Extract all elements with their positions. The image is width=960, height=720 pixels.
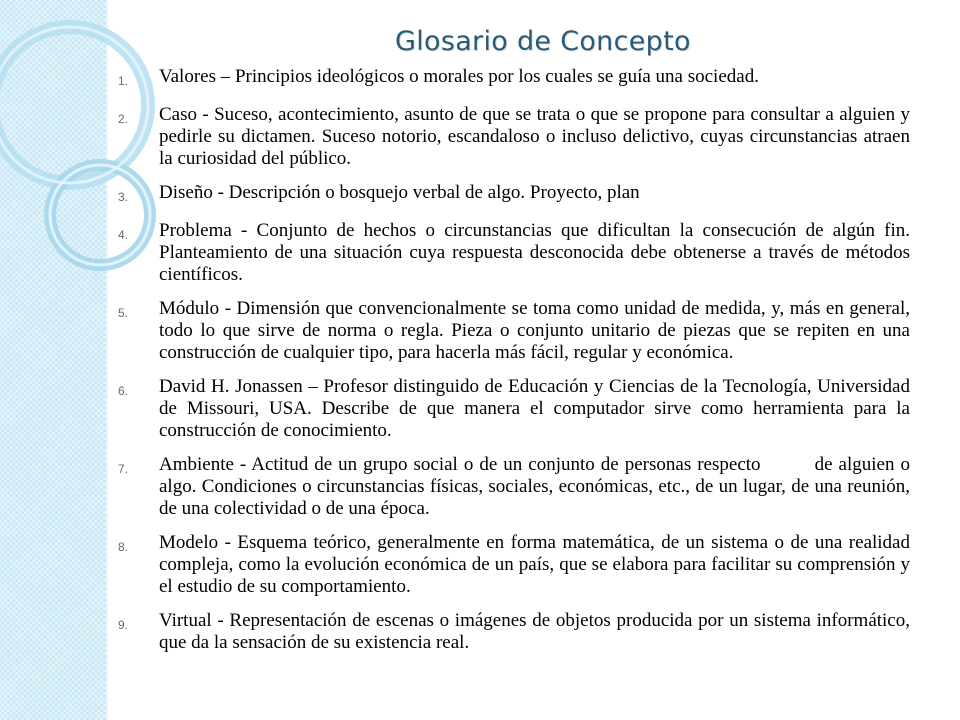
glossary-item — [118, 298, 910, 364]
item-text: Valores – Principios ideológicos o morales por los cuales se guía una sociedad. — [159, 66, 759, 87]
item-text: David H. Jonassen – Profesor distinguido de Educación y Ciencias de la Tecnología, Universidad de Missouri, USA. Describe de que manera el computador sirve como herramienta para la construcción de conocimiento. — [159, 376, 910, 441]
item-text: Caso - Suceso, acontecimiento, asunto de que se trata o que se propone para consultar a alguien y pedirle su dictamen. Suceso notorio, escandaloso o incluso delictivo, cuyas circunstancias atraen la curiosidad del público. — [159, 104, 910, 169]
item-number: 1. — [118, 74, 129, 88]
item-number: 5. — [118, 306, 129, 320]
glossary-item — [118, 610, 910, 654]
glossary-item — [118, 220, 910, 286]
glossary-item — [118, 532, 910, 598]
item-text: Módulo - Dimensión que convencionalmente se toma como unidad de medida, y, más en general, todo lo que sirve de norma o regla. Pieza o conjunto unitario de piezas que se repiten en una construcción de cualquier tipo, para hacerla más fácil, regular y económica. — [159, 298, 910, 363]
slide-title: Glosario de Concepto — [395, 26, 691, 57]
item-number: 2. — [118, 112, 129, 126]
item-text: Virtual - Representación de escenas o imágenes de objetos producida por un sistema informático, que da la sensación de su existencia real. — [159, 610, 910, 653]
glossary-item — [118, 104, 910, 170]
item-number: 3. — [118, 190, 129, 204]
item-number: 9. — [118, 618, 129, 632]
item-number: 8. — [118, 540, 129, 554]
glossary-item — [118, 376, 910, 442]
glossary-list — [118, 66, 915, 666]
item-number: 4. — [118, 228, 129, 242]
glossary-item — [118, 182, 910, 208]
item-text: Modelo - Esquema teórico, generalmente en forma matemática, de un sistema o de una realidad compleja, como la evolución económica de un país, que se elabora para facilitar su comprensión y el estudio de su comportamiento. — [159, 532, 910, 597]
item-text: Ambiente - Actitud de un grupo social o de un conjunto de personas respecto de alguien o algo. Condiciones o circunstancias físicas, sociales, económicas, etc., de un lugar, de una reunión, de una colectividad o de una época. — [159, 454, 915, 519]
item-number: 7. — [118, 462, 129, 476]
item-number: 6. — [118, 384, 129, 398]
item-text: Diseño - Descripción o bosquejo verbal de algo. Proyecto, plan — [159, 182, 640, 203]
glossary-item — [118, 66, 910, 92]
glossary-item — [118, 454, 915, 520]
item-text: Problema - Conjunto de hechos o circunstancias que dificultan la consecución de algún fin. Planteamiento de una situación cuya respuesta desconocida debe obtenerse a través de métodos científicos. — [159, 220, 910, 285]
